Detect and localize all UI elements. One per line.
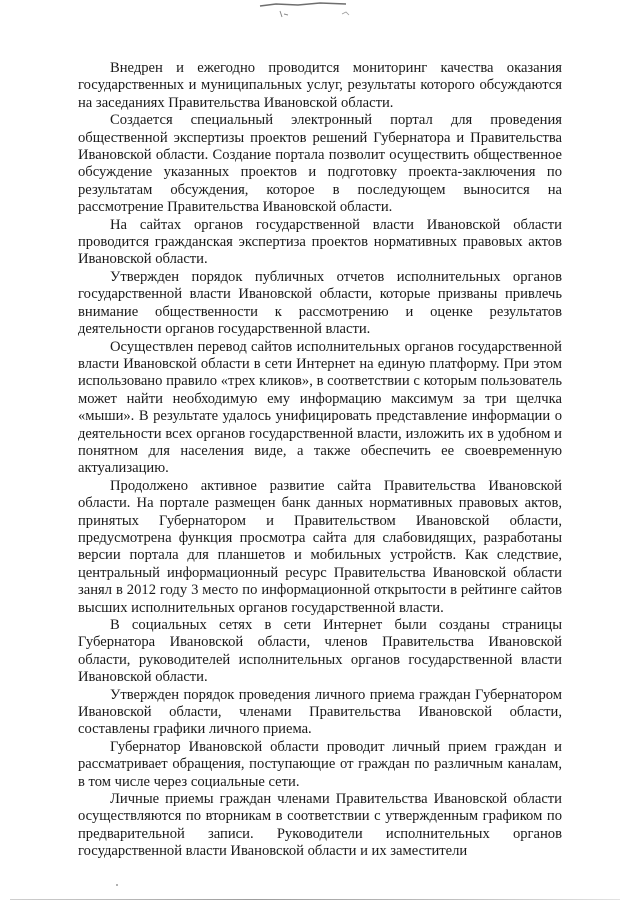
paragraph-public-reports: Утвержден порядок публичных отчетов исполнительных органов государственной власти Ивановской области, которые призваны привлечь внимание общественности к рассмотрению и оценке результатов деятельности органов государственной власти. bbox=[78, 268, 562, 338]
paragraph-government-site: Продолжено активное развитие сайта Правительства Ивановской области. На портале размещен банк данных нормативных правовых актов, принятых Губернатором и Правительством Ивановской области, предусмотрена функция просмотра сайта для слабовидящих, разработаны версии портала для планшетов и мобильных устройств. Как следствие, центральный информационный ресурс Правительства Ивановской области занял в 2012 году 3 место по информационной открытости в рейтинге сайтов высших исполнительных органов государственной власти. bbox=[78, 477, 562, 616]
paragraph-expert-portal: Создается специальный электронный портал для проведения общественной экспертизы проектов решений Губернатора и Правительства Ивановской области. Создание портала позволит осуществить общественное обсуждение указанных проектов и подготовку проекта-заключения по результатам обсуждения, которое в последующем выносится на рассмотрение Правительства Ивановской области. bbox=[78, 112, 562, 216]
paragraph-unified-platform: Осуществлен перевод сайтов исполнительных органов государственной власти Ивановской области в сети Интернет на единую платформу. При этом использовано правило «трех кликов», в соответствии с которым пользователь может найти необходимую ему информацию максимум за три щелчка «мыши». В результате удалось унифицировать представление информации о деятельности всех органов государственной власти, изложить их в удобном и понятном для населения виде, а также обеспечить ее своевременную актуализацию. bbox=[78, 338, 562, 477]
paragraph-reception-order: Утвержден порядок проведения личного приема граждан Губернатором Ивановской области, членами Правительства Ивановской области, составлены графики личного приема. bbox=[78, 686, 562, 738]
scan-artifact-top bbox=[258, 2, 358, 22]
paragraph-social-networks: В социальных сетях в сети Интернет были созданы страницы Губернатора Ивановской области, членов Правительства Ивановской области, руководителей исполнительных органов государственной власти Ивановской области. bbox=[78, 617, 562, 686]
scan-bottom-edge bbox=[10, 899, 620, 900]
document-body bbox=[78, 60, 562, 861]
scan-speck bbox=[116, 884, 118, 886]
paragraph-monitoring: Внедрен и ежегодно проводится мониторинг качества оказания государственных и муниципальных услуг, результаты которого обсуждаются на заседаниях Правительства Ивановской области. bbox=[78, 60, 562, 111]
paragraph-members-reception: Личные приемы граждан членами Правительства Ивановской области осуществляются по вторникам в соответствии с утвержденным графиком по предварительной записи. Руководители исполнительных органов государственной власти Ивановской области и их заместители bbox=[78, 791, 562, 860]
paragraph-governor-reception: Губернатор Ивановской области проводит личный прием граждан и рассматривает обращения, поступающие от граждан по различным каналам, в том числе через социальные сети. bbox=[78, 738, 562, 790]
paragraph-civil-expertise: На сайтах органов государственной власти Ивановской области проводится гражданская экспертиза проектов нормативных правовых актов Ивановской области. bbox=[78, 216, 562, 268]
